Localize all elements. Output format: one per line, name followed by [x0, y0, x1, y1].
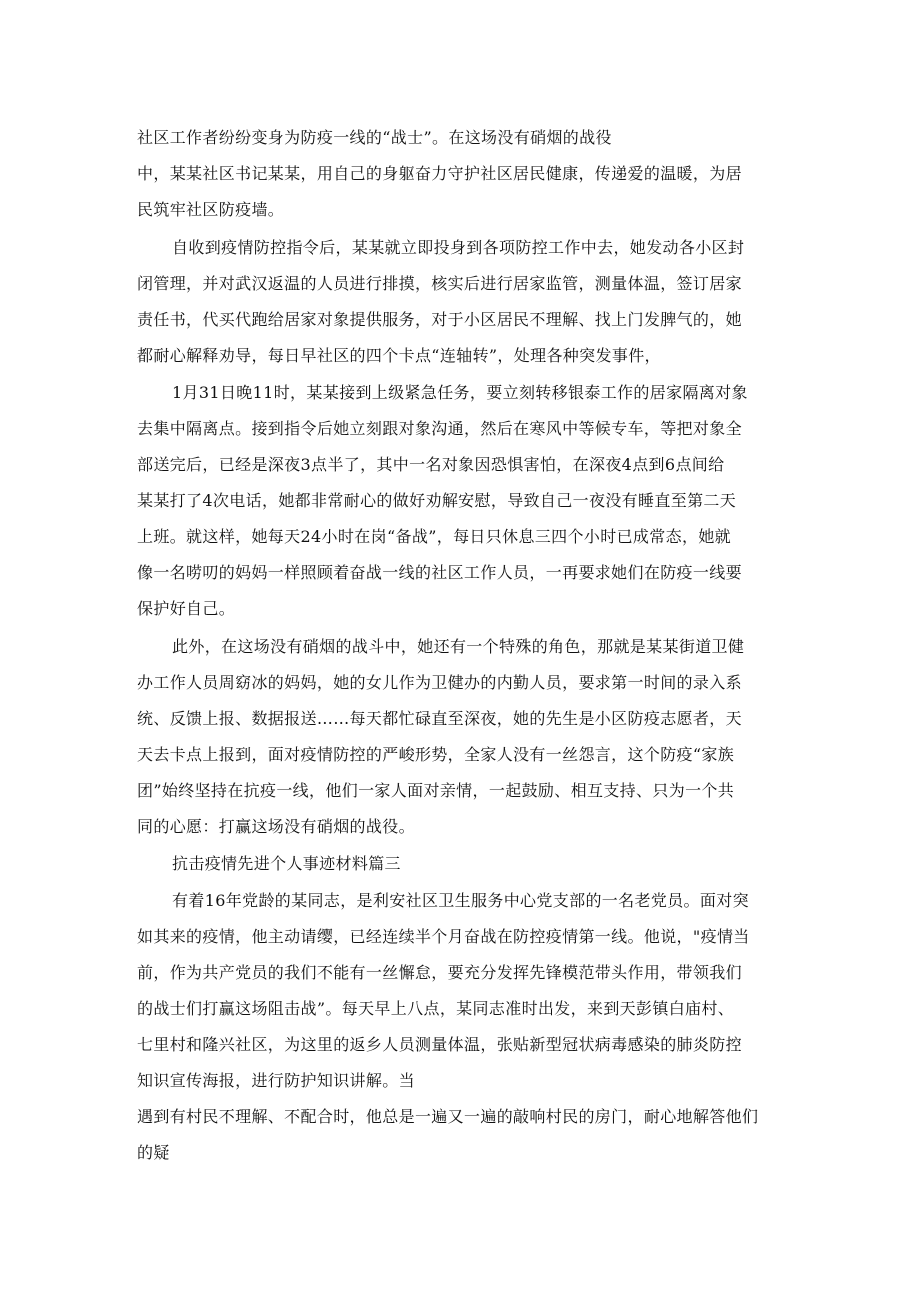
text-line: 去集中隔离点。接到指令后她立刻跟对象沟通，然后在寒风中等候专车，等把对象全 — [137, 419, 742, 438]
text-line: 中，某某社区书记某某，用自己的身躯奋力守护社区居民健康，传递爱的温暖，为居 — [137, 164, 742, 183]
text-line: 某某打了4次电话，她都非常耐心的做好劝解安慰，导致自己一夜没有睡直至第二天 — [137, 491, 737, 510]
text-line: 知识宣传海报，进行防护知识讲解。当 — [137, 1071, 415, 1090]
text-line: 部送完后，已经是深夜3点半了，其中一名对象因恐惧害怕，在深夜4点到6点间给 — [137, 455, 725, 474]
text-line: 自收到疫情防控指令后，某某就立即投身到各项防控工作中去，她发动各小区封 — [172, 238, 745, 257]
text-line: 遇到有村民不理解、不配合时，他总是一遍又一遍的敲响村民的房门，耐心地解答他们 — [137, 1107, 759, 1126]
text-line: 社区工作者纷纷变身为防疫一线的“战士”。在这场没有硝烟的战役 — [137, 128, 612, 147]
text-line: 责任书，代买代跑给居家对象提供服务，对于小区居民不理解、找上门发脾气的，她 — [137, 310, 742, 329]
text-line: 像一名唠叨的妈妈一样照顾着奋战一线的社区工作人员，一再要求她们在防疫一线要 — [137, 563, 742, 582]
text-line: 同的心愿：打赢这场没有硝烟的战役。 — [137, 817, 415, 836]
text-line: 都耐心解释劝导，每日早社区的四个卡点“连轴转”，处理各种突发事件， — [137, 346, 661, 365]
text-line: 的战士们打赢这场阻击战”。每天早上八点，某同志准时出发，来到天彭镇白庙村、 — [137, 999, 735, 1018]
text-line: 民筑牢社区防疫墙。 — [137, 200, 285, 219]
text-line: 七里村和隆兴社区，为这里的返乡人员测量体温，张贴新型冠状病毒感染的肺炎防控 — [137, 1035, 742, 1054]
text-line: 天去卡点上报到，面对疫情防控的严峻形势，全家人没有一丝怨言，这个防疫“家族 — [137, 745, 735, 764]
text-line: 统、反馈上报、数据报送……每天都忙碌直至深夜，她的先生是小区防疫志愿者，天 — [137, 709, 742, 728]
text-line: 有着16年党龄的某同志，是利安社区卫生服务中心党支部的一名老党员。面对突 — [172, 891, 749, 910]
text-line: 此外，在这场没有硝烟的战斗中，她还有一个特殊的角色，那就是某某街道卫健 — [172, 637, 745, 656]
section-heading: 抗击疫情先进个人事迹材料篇三 — [172, 854, 401, 873]
text-line: 保护好自己。 — [137, 599, 236, 618]
text-line: 前，作为共产党员的我们不能有一丝懈怠，要充分发挥先锋模范带头作用，带领我们 — [137, 963, 742, 982]
text-line: 办工作人员周窈冰的妈妈，她的女儿作为卫健办的内勤人员，要求第一时间的录入系 — [137, 673, 742, 692]
text-line: 团”始终坚持在抗疫一线，他们一家人面对亲情，一起鼓励、相互支持、只为一个共 — [137, 781, 735, 800]
text-line: 如其来的疫情，他主动请缨，已经连续半个月奋战在防控疫情第一线。他说，"疫情当 — [137, 927, 750, 946]
text-line: 1月31日晚11时，某某接到上级紧急任务，要立刻转移银泰工作的居家隔离对象 — [172, 383, 748, 402]
text-line: 上班。就这样，她每天24小时在岗“备战”，每日只休息三四个小时已成常态，她就 — [137, 527, 732, 546]
text-line: 闭管理，并对武汉返温的人员进行排摸，核实后进行居家监管，测量体温，签订居家 — [137, 274, 742, 293]
text-line: 的疑 — [137, 1143, 170, 1162]
